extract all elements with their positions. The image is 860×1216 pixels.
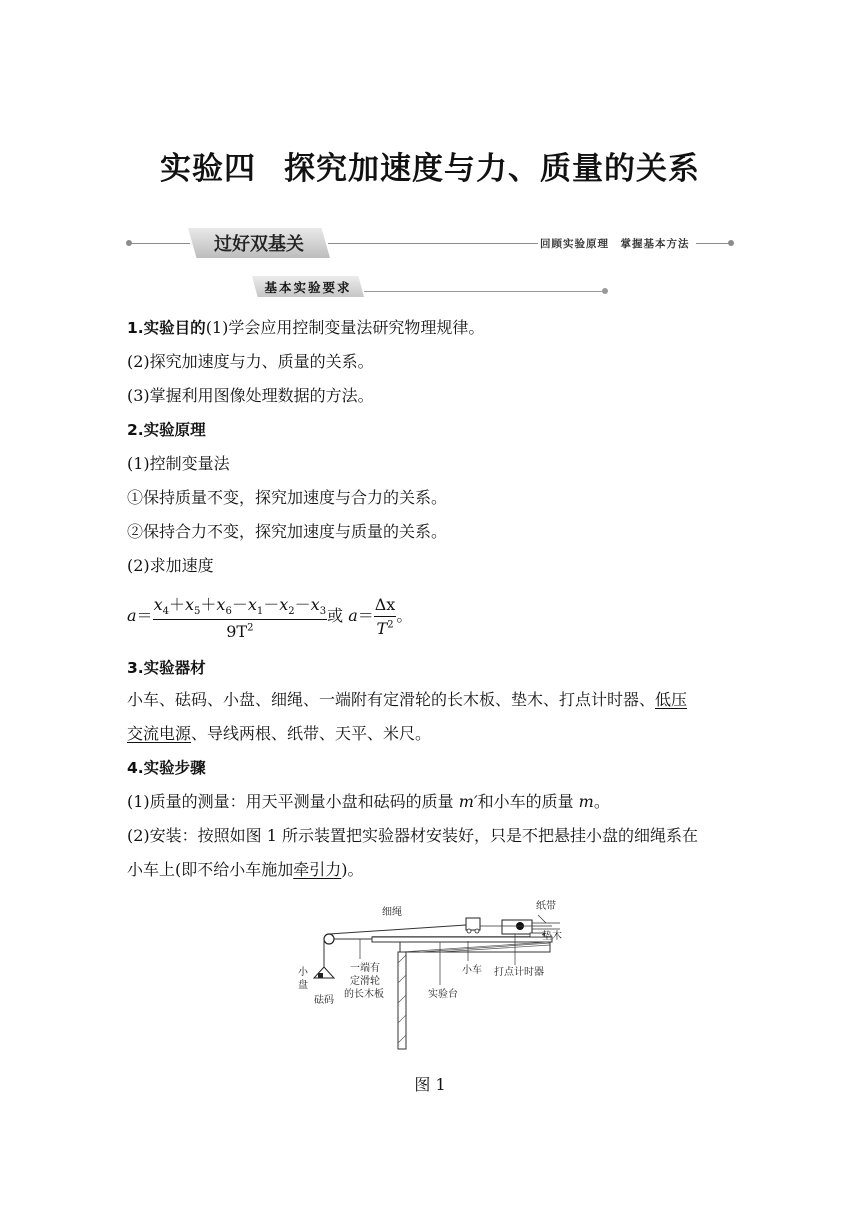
subsection-label: 基本实验要求 [264, 280, 352, 295]
section-banner [126, 228, 734, 260]
paragraph: 小车、砝码、小盘、细绳、一端附有定滑轮的长木板、垫木、打点计时器、低压 [127, 690, 688, 709]
paragraph: ②保持合力不变，探究加速度与质量的关系。 [127, 522, 448, 541]
label-pan-1: 小 [298, 967, 308, 978]
paragraph: (1)质量的测量：用天平测量小盘和砝码的质量 m′和小车的质量 m。 [127, 792, 610, 811]
paragraph: (2)安装：按照如图 1 所示装置把实验器材安装好，只是不把悬挂小盘的细绳系在 [127, 826, 699, 845]
page-title: 实验四 探究加速度与力、质量的关系 [160, 151, 700, 187]
figure-caption: 图 1 [414, 1075, 446, 1094]
label-weights: 砝码 [314, 995, 334, 1006]
section-heading: 3.实验器材 [127, 659, 206, 677]
label-rope: 细绳 [382, 907, 402, 918]
cart-icon [466, 918, 480, 930]
label-board-1: 一端有 [350, 963, 380, 974]
subsection-dot [602, 288, 608, 294]
banner-right-text: 回顾实验原理 掌握基本方法 [540, 238, 690, 250]
formula-fraction-1: $\frac{x_4+x_5+x_6-x_1-x_2-x_3}{9T^2}$ [153, 592, 328, 641]
acceleration-formula: a＝ $\frac{x_4+x_5+x_6-x_1-x_2-x_3}{9T^2}$ 或 a＝ $\frac{\Delta x}{T^2}$ 。 [127, 592, 412, 641]
paragraph: (3)掌握利用图像处理数据的方法。 [127, 386, 374, 405]
banner-line-middle [328, 243, 538, 244]
table-leg [398, 952, 406, 1049]
banner-label: 过好双基关 [214, 234, 304, 255]
label-cart: 小车 [462, 965, 482, 976]
formula-fraction-2: $\frac{\Delta x}{T^2}$ [374, 595, 396, 639]
apparatus-diagram [290, 893, 580, 1058]
banner-line-left [130, 243, 190, 244]
section-heading: 4.实验步骤 [127, 759, 206, 777]
label-timer: 打点计时器 [494, 967, 544, 978]
subsection-banner [252, 276, 610, 298]
long-board [372, 937, 552, 942]
banner-dot-right [728, 240, 734, 246]
section-heading: 2.实验原理 [127, 421, 206, 439]
paragraph: 小车上(即不给小车施加牵引力)。 [127, 860, 364, 879]
label-board-2: 定滑轮 [350, 976, 380, 987]
paragraph: 交流电源、导线两根、纸带、天平、米尺。 [127, 724, 432, 743]
paragraph-purpose: 1.实验目的(1)学会应用控制变量法研究物理规律。 [127, 318, 485, 337]
label-tape: 纸带 [536, 901, 556, 912]
pan-icon [314, 967, 334, 978]
paragraph: (1)控制变量法 [127, 454, 230, 473]
label-block: 垫木 [542, 931, 562, 942]
paragraph: ①保持质量不变，探究加速度与合力的关系。 [127, 488, 448, 507]
banner-line-right [696, 243, 730, 244]
weight-icon [318, 973, 323, 978]
paragraph: (2)探究加速度与力、质量的关系。 [127, 352, 374, 371]
label-table: 实验台 [428, 989, 458, 1000]
section-heading: 1.实验目的 [127, 319, 206, 337]
paragraph: (2)求加速度 [127, 556, 214, 575]
label-pan-2: 盘 [298, 980, 308, 991]
subsection-line [364, 291, 604, 292]
label-board-3: 的长木板 [344, 989, 384, 1000]
pulley-icon [324, 934, 334, 944]
rope-line [329, 925, 466, 934]
